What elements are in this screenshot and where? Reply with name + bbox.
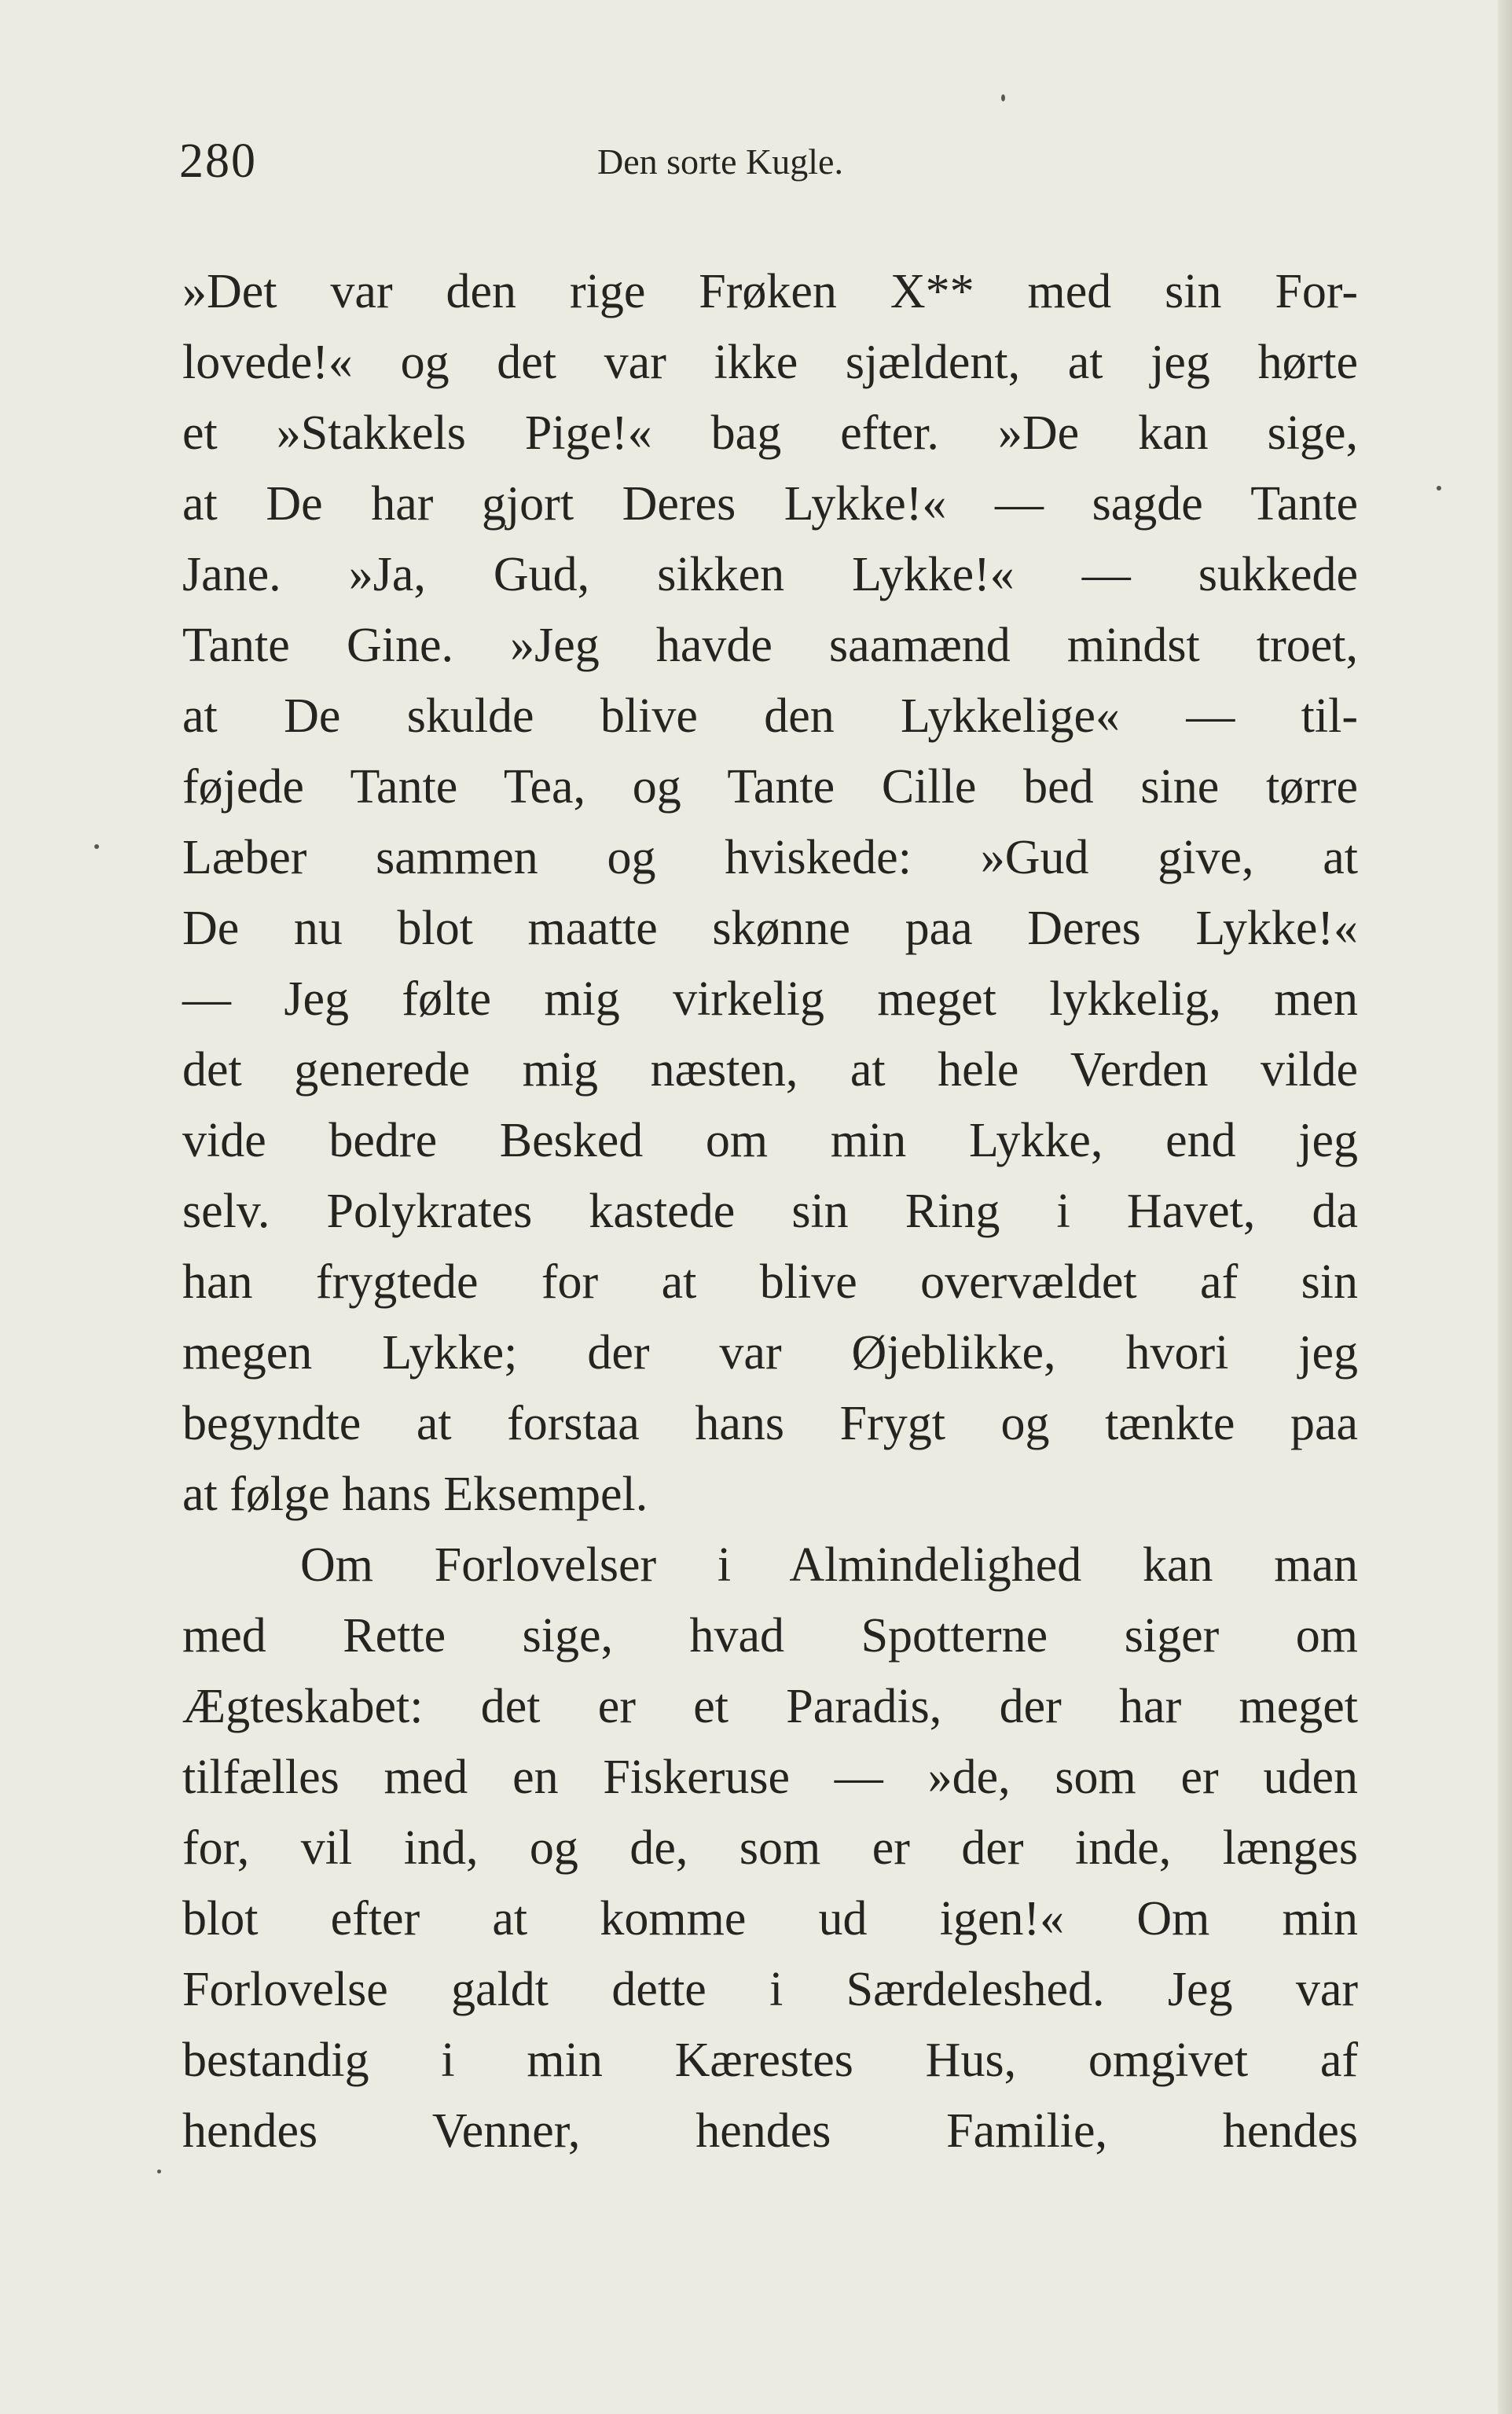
text-line: vide bedre Besked om min Lykke, end jeg xyxy=(182,1114,1358,1167)
text-line: Ægteskabet: det er et Paradis, der har meget xyxy=(182,1680,1358,1733)
text-line: for, vil ind, og de, som er der inde, længes xyxy=(182,1821,1358,1875)
text-line: lovede!« og det var ikke sjældent, at jeg hørte xyxy=(182,336,1358,389)
text-line: blot efter at komme ud igen!« Om min xyxy=(182,1892,1358,1946)
text-line: megen Lykke; der var Øjeblikke, hvori jeg xyxy=(182,1326,1358,1380)
text-line: — Jeg følte mig virkelig meget lykkelig, men xyxy=(182,972,1358,1026)
text-line: at følge hans Eksempel. xyxy=(182,1468,648,1521)
text-line: Om Forlovelser i Almindelighed kan man xyxy=(300,1538,1358,1592)
text-line: hendes Venner, hendes Familie, hendes xyxy=(182,2104,1358,2158)
text-line: et »Stakkels Pige!« bag efter. »De kan sige, xyxy=(182,406,1358,460)
text-line: Forlovelse galdt dette i Særdeleshed. Jeg var xyxy=(182,1963,1358,2016)
text-line: begyndte at forstaa hans Frygt og tænkte paa xyxy=(182,1397,1358,1450)
text-line: tilfælles med en Fiskeruse — »de, som er uden xyxy=(182,1751,1358,1804)
paper-speck xyxy=(94,844,99,849)
running-title: Den sorte Kugle. xyxy=(597,141,843,182)
text-line: De nu blot maatte skønne paa Deres Lykke!« xyxy=(182,902,1358,955)
paper-speck xyxy=(1437,486,1441,491)
page-number: 280 xyxy=(179,134,257,188)
text-line: »Det var den rige Frøken X** med sin For- xyxy=(182,265,1358,318)
paper-speck xyxy=(157,2170,161,2173)
text-line: Jane. »Ja, Gud, sikken Lykke!« — sukkede xyxy=(182,548,1358,601)
paper-speck xyxy=(1001,94,1005,101)
text-line: han frygtede for at blive overvældet af sin xyxy=(182,1255,1358,1309)
text-line: at De skulde blive den Lykkelige« — til- xyxy=(182,689,1358,743)
page-body-text xyxy=(182,256,1358,2166)
text-line: med Rette sige, hvad Spotterne siger om xyxy=(182,1609,1358,1663)
text-line: føjede Tante Tea, og Tante Cille bed sine tørre xyxy=(182,760,1358,814)
text-line: bestandig i min Kærestes Hus, omgivet af xyxy=(182,2034,1358,2087)
page-edge xyxy=(1498,0,1512,2414)
text-line: selv. Polykrates kastede sin Ring i Havet, da xyxy=(182,1185,1358,1238)
text-line: Tante Gine. »Jeg havde saamænd mindst troet, xyxy=(182,619,1358,672)
text-line: Læber sammen og hviskede: »Gud give, at xyxy=(182,831,1358,884)
text-line: det generede mig næsten, at hele Verden vilde xyxy=(182,1043,1358,1097)
running-head xyxy=(0,126,1512,197)
text-line: at De har gjort Deres Lykke!« — sagde Tante xyxy=(182,477,1358,531)
